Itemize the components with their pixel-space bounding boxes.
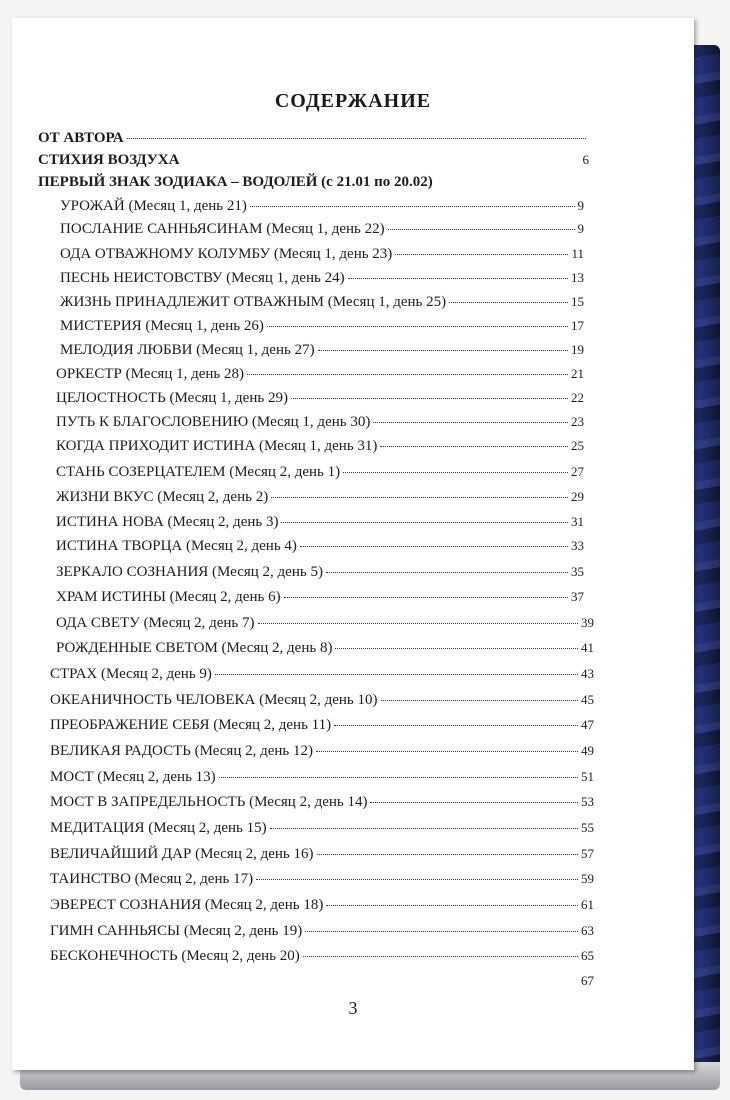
toc-leader-dots bbox=[250, 206, 575, 207]
toc-entry-page: 55 bbox=[581, 820, 594, 835]
toc-entry-page: 51 bbox=[581, 769, 594, 784]
toc-entry-page: 33 bbox=[571, 538, 584, 553]
toc-entry bbox=[50, 717, 594, 734]
toc-entry-title: КОГДА ПРИХОДИТ ИСТИНА (Месяц 1, день 31) bbox=[56, 438, 378, 454]
toc-entry bbox=[56, 538, 584, 555]
toc-entry-title: ОДА ОТВАЖНОМУ КОЛУМБУ (Месяц 1, день 23) bbox=[60, 246, 393, 262]
toc-entry-title: МОСТ В ЗАПРЕДЕЛЬНОСТЬ (Месяц 2, день 14) bbox=[50, 794, 368, 810]
toc-entry-title: ВЕЛИКАЯ РАДОСТЬ (Месяц 2, день 12) bbox=[50, 743, 314, 759]
toc-entry bbox=[56, 390, 584, 407]
page-number: 3 bbox=[348, 998, 358, 1018]
toc-leader-dots bbox=[335, 648, 578, 649]
toc-leader-dots bbox=[267, 326, 568, 327]
toc-entry-title: ЗЕРКАЛО СОЗНАНИЯ (Месяц 2, день 5) bbox=[56, 564, 323, 580]
toc-entry-page: 39 bbox=[581, 615, 594, 630]
toc-entry bbox=[38, 174, 589, 191]
toc-leader-dots bbox=[305, 931, 578, 932]
toc-entry-page: 53 bbox=[581, 794, 594, 809]
toc-entry bbox=[50, 846, 594, 863]
toc-leader-dots bbox=[219, 777, 578, 778]
toc-entry-title: СТИХИЯ ВОЗДУХА bbox=[38, 152, 180, 168]
toc-leader-dots bbox=[303, 956, 578, 957]
toc-entry-title: ГИМН САННЬЯСЫ (Месяц 2, день 19) bbox=[50, 923, 303, 939]
toc-entry bbox=[50, 948, 594, 965]
toc-entry-title: ОДА СВЕТУ (Месяц 2, день 7) bbox=[56, 615, 255, 631]
toc-entry bbox=[38, 130, 589, 147]
toc-entry bbox=[56, 414, 584, 431]
toc-leader-dots bbox=[291, 398, 568, 399]
toc-entry-page: 19 bbox=[571, 342, 584, 357]
toc-entry-page: 49 bbox=[581, 743, 594, 758]
toc-entry-page: 41 bbox=[581, 640, 594, 655]
toc-leader-dots bbox=[373, 422, 568, 423]
toc-entry bbox=[60, 198, 584, 215]
toc-entry-title: ПЕРВЫЙ ЗНАК ЗОДИАКА – ВОДОЛЕЙ (с 21.01 по 20.02) bbox=[38, 174, 433, 190]
toc-leader-dots bbox=[317, 854, 579, 855]
toc-leader-dots bbox=[326, 572, 568, 573]
toc-entry bbox=[56, 366, 584, 383]
toc-entry-title: ЦЕЛОСТНОСТЬ (Месяц 1, день 29) bbox=[56, 390, 288, 406]
toc-entry bbox=[50, 692, 594, 709]
toc-entry bbox=[60, 318, 584, 335]
toc-entry-page: 31 bbox=[571, 514, 584, 529]
toc-entry-page: 25 bbox=[571, 438, 584, 453]
toc-entry-title: МИСТЕРИЯ (Месяц 1, день 26) bbox=[60, 318, 264, 334]
toc-entry bbox=[60, 270, 584, 287]
toc-leader-dots bbox=[381, 700, 578, 701]
toc-entry-page: 61 bbox=[581, 897, 594, 912]
toc-entry-page: 6 bbox=[582, 152, 589, 167]
toc-entry-page: 67 bbox=[581, 973, 594, 988]
toc-entry bbox=[56, 489, 584, 506]
toc-leader-dots bbox=[348, 278, 568, 279]
toc-entry bbox=[56, 514, 584, 531]
toc-leader-dots bbox=[449, 302, 568, 303]
toc-entry-page: 37 bbox=[571, 589, 584, 604]
toc-entry-page: 22 bbox=[571, 390, 584, 405]
toc-entry-title: ИСТИНА НОВА (Месяц 2, день 3) bbox=[56, 514, 279, 530]
toc-leader-dots bbox=[388, 229, 575, 230]
toc-entry-title: ЖИЗНЬ ПРИНАДЛЕЖИТ ОТВАЖНЫМ (Месяц 1, день 25) bbox=[60, 294, 447, 310]
toc-entry-page: 35 bbox=[571, 564, 584, 579]
toc-entry-title: СТАНЬ СОЗЕРЦАТЕЛЕМ (Месяц 2, день 1) bbox=[56, 464, 341, 480]
toc-entry-page: 43 bbox=[581, 666, 594, 681]
toc-entry-title: ЭВЕРЕСТ СОЗНАНИЯ (Месяц 2, день 18) bbox=[50, 897, 324, 913]
toc-entry bbox=[60, 294, 584, 311]
toc-entry bbox=[56, 464, 584, 481]
toc-entry-title: ИСТИНА ТВОРЦА (Месяц 2, день 4) bbox=[56, 538, 297, 554]
toc-entry-page: 45 bbox=[581, 692, 594, 707]
book-page bbox=[12, 18, 694, 1070]
toc-entry bbox=[56, 589, 584, 606]
toc-entry-title: УРОЖАЙ (Месяц 1, день 21) bbox=[60, 198, 247, 214]
toc-entry-title: СТРАХ (Месяц 2, день 9) bbox=[50, 666, 212, 682]
toc-leader-dots bbox=[316, 751, 578, 752]
toc-entry-page: 13 bbox=[571, 270, 584, 285]
toc-entry bbox=[50, 923, 594, 940]
toc-entry bbox=[60, 221, 584, 238]
toc-entry-page: 15 bbox=[571, 294, 584, 309]
toc-entry bbox=[56, 615, 594, 632]
toc-entry-title: БЕСКОНЕЧНОСТЬ (Месяц 2, день 20) bbox=[50, 948, 300, 964]
toc-entry-title: ОРКЕСТР (Месяц 1, день 28) bbox=[56, 366, 245, 382]
toc-leader-dots bbox=[215, 674, 578, 675]
toc-leader-dots bbox=[258, 623, 578, 624]
toc-entry bbox=[56, 564, 584, 581]
toc-entry-page: 47 bbox=[581, 717, 594, 732]
toc-entry-title: ПУТЬ К БЛАГОСЛОВЕНИЮ (Месяц 1, день 30) bbox=[56, 414, 371, 430]
toc-entry-title: МЕДИТАЦИЯ (Месяц 2, день 15) bbox=[50, 820, 267, 836]
toc-entry-title: МЕЛОДИЯ ЛЮБВИ (Месяц 1, день 27) bbox=[60, 342, 315, 358]
toc-leader-dots bbox=[343, 472, 568, 473]
table-of-contents bbox=[12, 18, 694, 1070]
toc-leader-dots bbox=[284, 597, 568, 598]
toc-entry-page: 9 bbox=[577, 198, 584, 213]
toc-entry bbox=[56, 438, 584, 455]
toc-entry-title: ПОСЛАНИЕ САННЬЯСИНАМ (Месяц 1, день 22) bbox=[60, 221, 385, 237]
toc-leader-dots bbox=[256, 879, 578, 880]
toc-leader-dots bbox=[370, 802, 578, 803]
toc-entry-page: 27 bbox=[571, 464, 584, 479]
toc-entry-title: ПЕСНЬ НЕИСТОВСТВУ (Месяц 1, день 24) bbox=[60, 270, 345, 286]
toc-leader-dots bbox=[334, 725, 578, 726]
toc-entry-title: ЖИЗНИ ВКУС (Месяц 2, день 2) bbox=[56, 489, 269, 505]
toc-leader-dots bbox=[380, 446, 568, 447]
toc-entry-title: ХРАМ ИСТИНЫ (Месяц 2, день 6) bbox=[56, 589, 281, 605]
toc-entry-page: 9 bbox=[577, 221, 584, 236]
toc-entry bbox=[50, 743, 594, 760]
toc-entry-page: 29 bbox=[571, 489, 584, 504]
toc-entry-page: 17 bbox=[571, 318, 584, 333]
toc-entry bbox=[50, 794, 594, 811]
toc-leader-dots bbox=[247, 374, 568, 375]
toc-leader-dots bbox=[318, 350, 568, 351]
toc-entry-title: ВЕЛИЧАЙШИЙ ДАР (Месяц 2, день 16) bbox=[50, 846, 314, 862]
toc-entry bbox=[50, 871, 594, 888]
toc-entry-page: 11 bbox=[571, 246, 584, 261]
toc-entry bbox=[50, 820, 594, 837]
toc-entry bbox=[60, 342, 584, 359]
toc-entry bbox=[50, 897, 594, 914]
toc-entry-title: МОСТ (Месяц 2, день 13) bbox=[50, 769, 216, 785]
toc-entry bbox=[50, 666, 594, 683]
toc-leader-dots bbox=[281, 522, 568, 523]
toc-leader-dots bbox=[300, 546, 568, 547]
toc-entry bbox=[60, 246, 584, 263]
toc-entry-title: ТАИНСТВО (Месяц 2, день 17) bbox=[50, 871, 254, 887]
toc-leader-dots bbox=[270, 828, 578, 829]
toc-title: СОДЕРЖАНИЕ bbox=[274, 90, 432, 112]
toc-entry bbox=[56, 640, 594, 657]
toc-leader-dots bbox=[326, 905, 578, 906]
toc-entry-title: ОТ АВТОРА bbox=[38, 130, 124, 146]
toc-entry-page: 57 bbox=[581, 846, 594, 861]
toc-leader-dots bbox=[395, 254, 568, 255]
toc-entry-page: 59 bbox=[581, 871, 594, 886]
toc-leader-dots bbox=[271, 497, 568, 498]
toc-entry-page: 23 bbox=[571, 414, 584, 429]
toc-entry-page: 63 bbox=[581, 923, 594, 938]
toc-entry bbox=[50, 769, 594, 786]
toc-entry bbox=[50, 973, 594, 989]
toc-entry-title: ОКЕАНИЧНОСТЬ ЧЕЛОВЕКА (Месяц 2, день 10) bbox=[50, 692, 378, 708]
toc-entry-title: ПРЕОБРАЖЕНИЕ СЕБЯ (Месяц 2, день 11) bbox=[50, 717, 332, 733]
toc-leader-dots bbox=[127, 138, 586, 139]
toc-entry-page: 65 bbox=[581, 948, 594, 963]
toc-entry bbox=[38, 152, 589, 169]
toc-entry-page: 21 bbox=[571, 366, 584, 381]
toc-entry-title: РОЖДЕННЫЕ СВЕТОМ (Месяц 2, день 8) bbox=[56, 640, 333, 656]
